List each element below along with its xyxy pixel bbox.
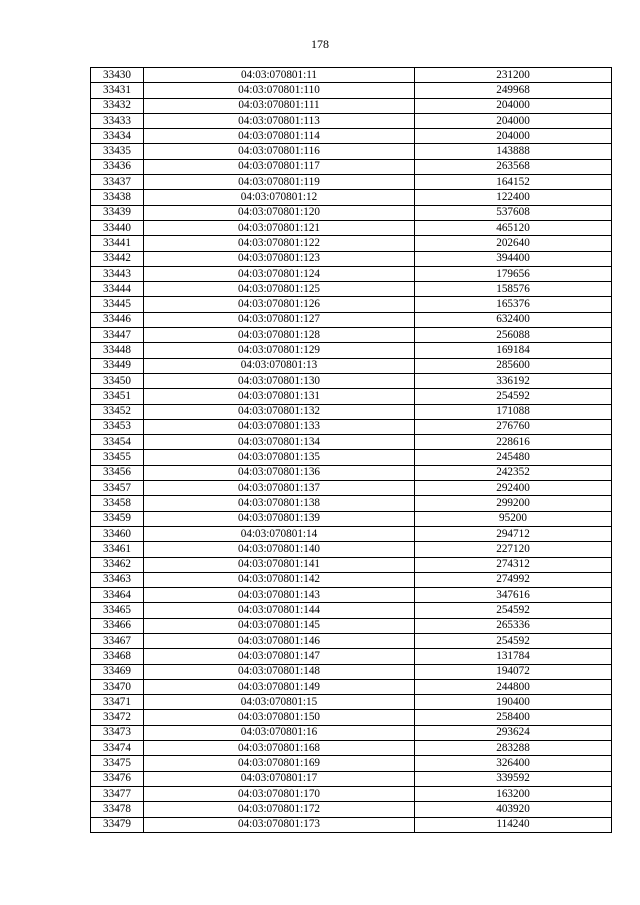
value-cell: 249968: [415, 83, 612, 98]
record-number-cell: 33472: [91, 710, 144, 725]
cadastral-number-cell: 04:03:070801:123: [144, 251, 415, 266]
record-number-cell: 33432: [91, 98, 144, 113]
value-cell: 204000: [415, 98, 612, 113]
value-cell: 465120: [415, 220, 612, 235]
cadastral-number-cell: 04:03:070801:144: [144, 603, 415, 618]
table-row: [91, 159, 612, 174]
cadastral-number-cell: 04:03:070801:148: [144, 664, 415, 679]
cadastral-number-cell: 04:03:070801:113: [144, 113, 415, 128]
record-number-cell: 33456: [91, 465, 144, 480]
record-number-cell: 33464: [91, 588, 144, 603]
table-row: [91, 572, 612, 587]
record-number-cell: 33452: [91, 404, 144, 419]
record-number-cell: 33437: [91, 175, 144, 190]
cadastral-number-cell: 04:03:070801:149: [144, 679, 415, 694]
cadastral-number-cell: 04:03:070801:173: [144, 817, 415, 832]
cadastral-number-cell: 04:03:070801:12: [144, 190, 415, 205]
record-number-cell: 33444: [91, 282, 144, 297]
table-row: [91, 633, 612, 648]
cadastral-number-cell: 04:03:070801:168: [144, 741, 415, 756]
value-cell: 204000: [415, 129, 612, 144]
record-number-cell: 33441: [91, 236, 144, 251]
cadastral-number-cell: 04:03:070801:134: [144, 435, 415, 450]
value-cell: 326400: [415, 756, 612, 771]
value-cell: 242352: [415, 465, 612, 480]
cadastral-number-cell: 04:03:070801:130: [144, 373, 415, 388]
table-row: [91, 465, 612, 480]
value-cell: 258400: [415, 710, 612, 725]
record-number-cell: 33450: [91, 373, 144, 388]
cadastral-number-cell: 04:03:070801:135: [144, 450, 415, 465]
record-number-cell: 33443: [91, 266, 144, 281]
table-row: [91, 282, 612, 297]
cadastral-number-cell: 04:03:070801:137: [144, 481, 415, 496]
table-row: [91, 312, 612, 327]
value-cell: 227120: [415, 542, 612, 557]
record-number-cell: 33476: [91, 771, 144, 786]
cadastral-number-cell: 04:03:070801:133: [144, 419, 415, 434]
record-number-cell: 33465: [91, 603, 144, 618]
table-row: [91, 129, 612, 144]
value-cell: 339592: [415, 771, 612, 786]
value-cell: 163200: [415, 786, 612, 801]
record-number-cell: 33451: [91, 389, 144, 404]
value-cell: 274312: [415, 557, 612, 572]
value-cell: 294712: [415, 526, 612, 541]
value-cell: 263568: [415, 159, 612, 174]
value-cell: 143888: [415, 144, 612, 159]
cadastral-number-cell: 04:03:070801:150: [144, 710, 415, 725]
value-cell: 122400: [415, 190, 612, 205]
value-cell: 131784: [415, 649, 612, 664]
cadastral-number-cell: 04:03:070801:141: [144, 557, 415, 572]
cadastral-number-cell: 04:03:070801:117: [144, 159, 415, 174]
table-row: [91, 144, 612, 159]
value-cell: 336192: [415, 373, 612, 388]
value-cell: 190400: [415, 695, 612, 710]
cadastral-number-cell: 04:03:070801:143: [144, 588, 415, 603]
cadastral-number-cell: 04:03:070801:139: [144, 511, 415, 526]
cadastral-number-cell: 04:03:070801:13: [144, 358, 415, 373]
cadastral-number-cell: 04:03:070801:14: [144, 526, 415, 541]
cadastral-number-cell: 04:03:070801:121: [144, 220, 415, 235]
cadastral-number-cell: 04:03:070801:16: [144, 725, 415, 740]
record-number-cell: 33431: [91, 83, 144, 98]
record-number-cell: 33449: [91, 358, 144, 373]
cadastral-number-cell: 04:03:070801:111: [144, 98, 415, 113]
table-row: [91, 526, 612, 541]
value-cell: 537608: [415, 205, 612, 220]
cadastral-number-cell: 04:03:070801:126: [144, 297, 415, 312]
record-number-cell: 33469: [91, 664, 144, 679]
table-row: [91, 496, 612, 511]
table-row: [91, 113, 612, 128]
table-row: [91, 358, 612, 373]
cadastral-number-cell: 04:03:070801:129: [144, 343, 415, 358]
cadastral-number-cell: 04:03:070801:124: [144, 266, 415, 281]
value-cell: 265336: [415, 618, 612, 633]
record-number-cell: 33462: [91, 557, 144, 572]
cadastral-number-cell: 04:03:070801:132: [144, 404, 415, 419]
value-cell: 299200: [415, 496, 612, 511]
cadastral-number-cell: 04:03:070801:170: [144, 786, 415, 801]
cadastral-number-cell: 04:03:070801:114: [144, 129, 415, 144]
record-number-cell: 33445: [91, 297, 144, 312]
value-cell: 169184: [415, 343, 612, 358]
table-row: [91, 404, 612, 419]
value-cell: 202640: [415, 236, 612, 251]
table-row: [91, 771, 612, 786]
cadastral-number-cell: 04:03:070801:172: [144, 802, 415, 817]
record-number-cell: 33433: [91, 113, 144, 128]
cadastral-number-cell: 04:03:070801:120: [144, 205, 415, 220]
table-row: [91, 251, 612, 266]
value-cell: 293624: [415, 725, 612, 740]
table-row: [91, 98, 612, 113]
table-row: [91, 725, 612, 740]
record-number-cell: 33479: [91, 817, 144, 832]
cadastral-number-cell: 04:03:070801:110: [144, 83, 415, 98]
cadastral-number-cell: 04:03:070801:169: [144, 756, 415, 771]
table-row: [91, 481, 612, 496]
record-number-cell: 33454: [91, 435, 144, 450]
cadastral-number-cell: 04:03:070801:127: [144, 312, 415, 327]
value-cell: 165376: [415, 297, 612, 312]
value-cell: 114240: [415, 817, 612, 832]
table-row: [91, 664, 612, 679]
record-number-cell: 33439: [91, 205, 144, 220]
record-number-cell: 33447: [91, 328, 144, 343]
table-row: [91, 450, 612, 465]
value-cell: 228616: [415, 435, 612, 450]
record-number-cell: 33474: [91, 741, 144, 756]
record-number-cell: 33475: [91, 756, 144, 771]
record-number-cell: 33468: [91, 649, 144, 664]
value-cell: 254592: [415, 633, 612, 648]
cadastral-number-cell: 04:03:070801:11: [144, 68, 415, 83]
value-cell: 254592: [415, 389, 612, 404]
cadastral-number-cell: 04:03:070801:128: [144, 328, 415, 343]
record-number-cell: 33459: [91, 511, 144, 526]
value-cell: 283288: [415, 741, 612, 756]
record-number-cell: 33460: [91, 526, 144, 541]
value-cell: 158576: [415, 282, 612, 297]
table-row: [91, 603, 612, 618]
record-number-cell: 33463: [91, 572, 144, 587]
value-cell: 394400: [415, 251, 612, 266]
record-number-cell: 33471: [91, 695, 144, 710]
table-row: [91, 435, 612, 450]
table-row: [91, 649, 612, 664]
value-cell: 285600: [415, 358, 612, 373]
value-cell: 95200: [415, 511, 612, 526]
record-number-cell: 33438: [91, 190, 144, 205]
value-cell: 245480: [415, 450, 612, 465]
record-number-cell: 33477: [91, 786, 144, 801]
record-number-cell: 33478: [91, 802, 144, 817]
value-cell: 276760: [415, 419, 612, 434]
table-row: [91, 695, 612, 710]
cadastral-number-cell: 04:03:070801:147: [144, 649, 415, 664]
cadastral-number-cell: 04:03:070801:140: [144, 542, 415, 557]
table-row: [91, 817, 612, 832]
table-row: [91, 618, 612, 633]
value-cell: 403920: [415, 802, 612, 817]
table-row: [91, 786, 612, 801]
value-cell: 632400: [415, 312, 612, 327]
record-number-cell: 33461: [91, 542, 144, 557]
record-number-cell: 33448: [91, 343, 144, 358]
cadastral-number-cell: 04:03:070801:146: [144, 633, 415, 648]
table-row: [91, 190, 612, 205]
table-row: [91, 297, 612, 312]
table-row: [91, 205, 612, 220]
table-row: [91, 542, 612, 557]
table-row: [91, 68, 612, 83]
value-cell: 256088: [415, 328, 612, 343]
records-table-body: [91, 68, 612, 833]
record-number-cell: 33436: [91, 159, 144, 174]
table-row: [91, 710, 612, 725]
cadastral-number-cell: 04:03:070801:138: [144, 496, 415, 511]
table-row: [91, 557, 612, 572]
value-cell: 164152: [415, 175, 612, 190]
cadastral-number-cell: 04:03:070801:142: [144, 572, 415, 587]
record-number-cell: 33466: [91, 618, 144, 633]
value-cell: 204000: [415, 113, 612, 128]
value-cell: 292400: [415, 481, 612, 496]
value-cell: 244800: [415, 679, 612, 694]
value-cell: 179656: [415, 266, 612, 281]
value-cell: 171088: [415, 404, 612, 419]
table-row: [91, 802, 612, 817]
cadastral-number-cell: 04:03:070801:131: [144, 389, 415, 404]
table-row: [91, 83, 612, 98]
record-number-cell: 33430: [91, 68, 144, 83]
value-cell: 194072: [415, 664, 612, 679]
table-row: [91, 419, 612, 434]
table-row: [91, 175, 612, 190]
table-row: [91, 679, 612, 694]
record-number-cell: 33446: [91, 312, 144, 327]
record-number-cell: 33455: [91, 450, 144, 465]
record-number-cell: 33457: [91, 481, 144, 496]
table-row: [91, 343, 612, 358]
page-number: 178: [311, 37, 329, 51]
record-number-cell: 33467: [91, 633, 144, 648]
table-row: [91, 741, 612, 756]
table-row: [91, 328, 612, 343]
value-cell: 254592: [415, 603, 612, 618]
record-number-cell: 33440: [91, 220, 144, 235]
cadastral-number-cell: 04:03:070801:119: [144, 175, 415, 190]
cadastral-number-cell: 04:03:070801:17: [144, 771, 415, 786]
cadastral-number-cell: 04:03:070801:15: [144, 695, 415, 710]
table-row: [91, 588, 612, 603]
record-number-cell: 33470: [91, 679, 144, 694]
table-row: [91, 511, 612, 526]
records-table: [90, 67, 612, 833]
cadastral-number-cell: 04:03:070801:122: [144, 236, 415, 251]
record-number-cell: 33458: [91, 496, 144, 511]
table-row: [91, 373, 612, 388]
table-row: [91, 756, 612, 771]
table-row: [91, 220, 612, 235]
record-number-cell: 33435: [91, 144, 144, 159]
record-number-cell: 33442: [91, 251, 144, 266]
table-row: [91, 389, 612, 404]
record-number-cell: 33434: [91, 129, 144, 144]
cadastral-number-cell: 04:03:070801:145: [144, 618, 415, 633]
cadastral-number-cell: 04:03:070801:116: [144, 144, 415, 159]
table-row: [91, 236, 612, 251]
value-cell: 347616: [415, 588, 612, 603]
value-cell: 231200: [415, 68, 612, 83]
record-number-cell: 33473: [91, 725, 144, 740]
cadastral-number-cell: 04:03:070801:125: [144, 282, 415, 297]
record-number-cell: 33453: [91, 419, 144, 434]
table-row: [91, 266, 612, 281]
value-cell: 274992: [415, 572, 612, 587]
cadastral-number-cell: 04:03:070801:136: [144, 465, 415, 480]
